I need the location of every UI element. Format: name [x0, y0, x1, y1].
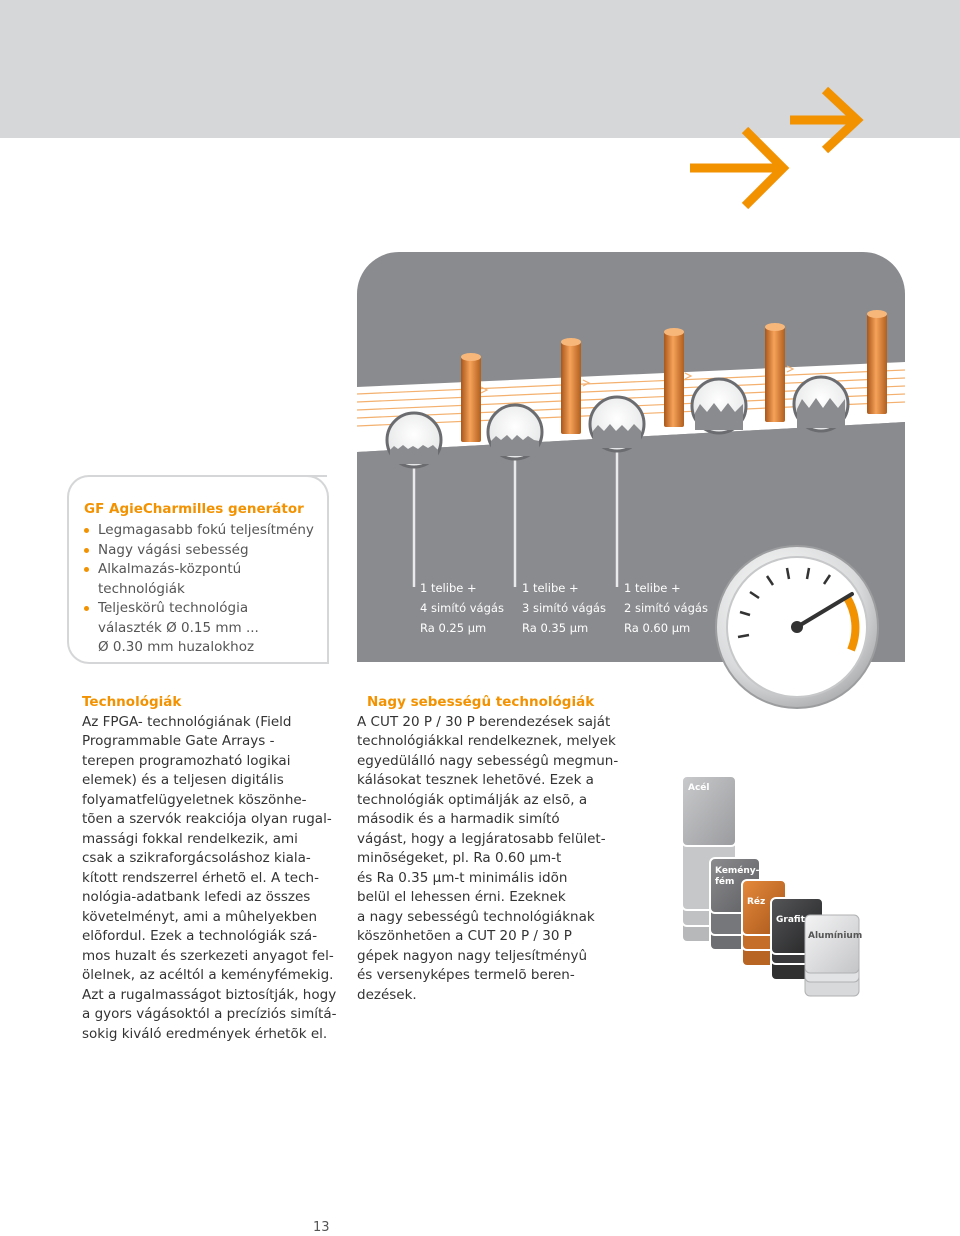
text-line: a gyors vágásoktól a precíziós simítá- [82, 1006, 337, 1022]
text-line: dezések. [357, 986, 417, 1003]
text-line: ölelnek, az acéltól a keményfémekig. [82, 967, 334, 983]
text-line: csak a szikraforgácsoláshoz kiala- [82, 850, 311, 866]
generator-features-box [67, 475, 327, 664]
text-line: Az FPGA- technológiának (Field [82, 713, 292, 730]
step-2-finishing: 1 telibe + 2 simító vágás Ra 0.60 µm [624, 581, 708, 635]
text-line: és Ra 0.35 µm-t minimális idõn [357, 869, 568, 886]
list-item: Alkalmazás-központú [82, 560, 314, 580]
list-item: Nagy vágási sebesség [82, 541, 314, 561]
label-steel: Acél [688, 783, 710, 793]
text-line: belül el lehessen érni. Ezeknek [357, 889, 566, 905]
text-line: vágást, hogy a legjáratosabb felület- [357, 830, 606, 847]
generator-feature-list [82, 521, 314, 658]
text-line: kálásokat tesznek lehetõvé. Ezek a [357, 772, 594, 788]
arrows-icon [685, 85, 875, 215]
text-line: kított rendszerrel érhetõ el. A tech- [82, 869, 319, 886]
text-line: köszönhetõen a CUT 20 P / 30 P [357, 928, 572, 944]
text-line: elõfordul. Ezek a technológiák szá- [82, 928, 318, 944]
text-line: második és a harmadik simító [357, 811, 560, 827]
label-carbide-2: fém [715, 877, 735, 887]
section-title: Technológiák [82, 694, 182, 710]
list-item-continued: Ø 0.30 mm huzalokhoz [98, 639, 255, 655]
text-line: követelményt, ami a mûhelyekben [82, 908, 318, 925]
label-copper: Réz [747, 897, 766, 907]
text-line: mos huzalt és szerkezeti anyagot fel- [82, 947, 334, 964]
page-number: 13 [313, 1220, 330, 1235]
text-line: massági fokkal rendelkezik, ami [82, 830, 298, 847]
section-title: Nagy sebességû technológiák [367, 694, 595, 710]
list-item: Legmagasabb fokú teljesítmény [82, 521, 314, 541]
text-line: terepen programozható logikai [82, 752, 291, 769]
text-line: tõen a szervók reakciója olyan rugal- [82, 811, 332, 827]
stack-aluminium [805, 915, 859, 996]
text-line: Azt a rugalmasságot biztosítják, hogy [82, 986, 337, 1003]
text-line: nológia-adatbank lefedi az összes [82, 889, 311, 905]
text-line: sokig kiváló eredmények érhetõk el. [82, 1025, 328, 1042]
label-carbide-1: Kemény- [715, 866, 760, 876]
text-line: és versenyképes termelõ beren- [357, 967, 575, 983]
step-4-finishing: 1 telibe + 4 simító vágás Ra 0.25 µm [420, 581, 504, 635]
text-line: a nagy sebességû technológiáknak [357, 908, 595, 925]
text-line: minõségeket, pl. Ra 0.60 µm-t [357, 850, 562, 866]
speed-gauge-icon [712, 542, 882, 712]
text-line: technológiák optimálják az elsõ, a [357, 791, 588, 808]
label-graphite: Grafit [776, 915, 805, 925]
list-item-continued: technológiák [98, 580, 185, 597]
list-item: Teljeskörû technológia [82, 599, 314, 619]
text-line: egyedülálló nagy sebességû megmun- [357, 752, 619, 769]
text-line: Programmable Gate Arrays - [82, 733, 275, 749]
generator-title: GF AgieCharmilles generátor [84, 501, 304, 517]
text-line: elemek) és a teljesen digitális [82, 772, 284, 788]
technologies-section [82, 693, 342, 1044]
text-line: gépek nagyon nagy teljesítményû [357, 947, 588, 964]
list-item-continued: választék Ø 0.15 mm ... [98, 619, 259, 636]
text-line: A CUT 20 P / 30 P berendezések saját [357, 713, 611, 730]
text-line: folyamatfelügyeletnek köszönhe- [82, 791, 307, 808]
text-line: technológiákkal rendelkeznek, melyek [357, 733, 616, 749]
material-stacks [670, 770, 870, 1000]
step-3-finishing: 1 telibe + 3 simító vágás Ra 0.35 µm [522, 581, 606, 635]
high-speed-section [357, 693, 627, 1005]
label-aluminium: Alumínium [808, 931, 863, 941]
